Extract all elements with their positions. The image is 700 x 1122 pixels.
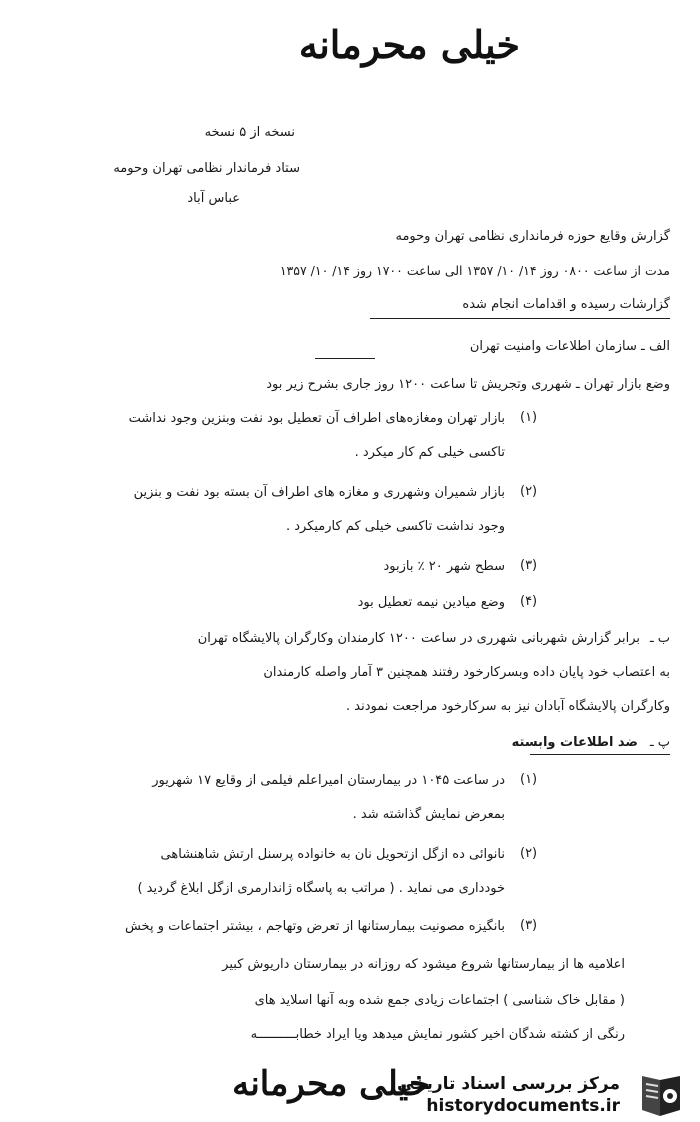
section-a-underline [315,358,375,359]
section-a-heading: الف ـ سازمان اطلاعات وامنیت تهران [469,339,670,354]
item-a4-line1: وضع میادین نیمه تعطیل بود [357,595,505,610]
archive-watermark [397,1068,700,1122]
report-period: مدت از ساعت ۰۸۰۰ روز ۱۴/ ۱۰/ ۱۳۵۷ الی ساعت ۱۷۰۰ روز ۱۴/ ۱۰/ ۱۳۵۷ [279,263,670,278]
item-c3-line3: ( مقابل خاک شناسی ) اجتماعات زیادی جمع شده وبه آنها اسلاید های [254,993,625,1008]
watermark-url: historydocuments.ir [426,1096,620,1116]
item-c3-line1: بانگیزه مصونیت بیمارستانها از تعرض وتهاجم ، بیشتر اجتماعات و پخش [124,919,505,934]
section-b-line2: به اعتصاب خود پایان داده وبسرکارخود رفتند همچنین ۳ آمار واصله کارمندان [263,665,670,680]
item-c1-line2: بمعرض نمایش گذاشته شد . [352,807,505,822]
section-b-line1: برابر گزارش شهربانی شهرری در ساعت ۱۲۰۰ کارمندان وکارگران پالایشگاه تهران [197,631,640,646]
item-c2-line2: خودداری می نماید . ( مراتب به پاسگاه ژاندارمری ازگل ابلاغ گردید ) [137,881,505,896]
item-a4-number: (۴) [520,594,538,609]
copy-number: نسخه از ۵ نسخه [204,125,295,140]
recipient-line-2: عباس آباد [187,191,240,206]
archive-book-icon [634,1074,686,1118]
item-a2-line2: وجود نداشت تاکسی خیلی کم کارمیکرد . [285,519,505,534]
item-a1-number: (۱) [520,410,538,425]
item-a3-line1: سطح شهر ۲۰ ٪ بازبود [383,559,505,574]
item-c1-number: (۱) [520,772,538,787]
section-c-label: پ ـ [649,735,670,750]
item-c3-number: (۳) [520,918,538,933]
item-a2-number: (۲) [520,484,538,499]
item-c3-line2: اعلامیه ها از بیمارستانها شروع میشود که روزانه در بیمارستان داریوش کبیر [222,957,625,972]
section-b-line3: وکارگران پالایشگاه آبادان نیز به سرکارخود مراجعت نمودند . [346,699,670,714]
item-c1-line1: در ساعت ۱۰۴۵ در بیمارستان امیراعلم فیلمی از وقایع ۱۷ شهریور [152,773,505,788]
section-b-label: ب ـ [649,631,670,646]
item-c3-line4: رنگی از کشته شدگان اخیر کشور نمایش میدهد ویا ایراد خطابــــــــــه [250,1027,625,1042]
recipient-line-1: ستاد فرماندار نظامی تهران وحومه [113,161,300,176]
item-c2-number: (۲) [520,846,538,861]
item-a3-number: (۳) [520,558,538,573]
bottom-classification-stamp: خیلی محرمانه [232,1064,430,1104]
report-subtitle: گزارشات رسیده و اقدامات انجام شده [462,297,670,312]
watermark-persian: مرکز بررسی اسناد تاریخی [397,1074,620,1094]
section-a-intro: وضع بازار تهران ـ شهرری وتجریش تا ساعت ۱۲۰۰ روز جاری بشرح زیر بود [266,377,670,392]
section-c-underline [530,754,670,755]
item-a1-line1: بازار تهران ومغازه‌های اطراف آن تعطیل بود نفت وبنزین وجود نداشت [128,411,505,426]
item-a2-line1: بازار شمیران وشهرری و مغازه های اطراف آن بسته بود نفت و بنزین [133,485,505,500]
report-title: گزارش وقایع حوزه فرمانداری نظامی تهران وحومه [395,229,670,244]
item-c2-line1: نانوائی ده ازگل ازتحویل نان به خانواده پرسنل ارتش شاهنشاهی [160,847,505,862]
section-c-heading: ضد اطلاعات وابسته [511,735,638,750]
top-classification-stamp: خیلی محرمانه [298,22,520,67]
subtitle-underline [370,318,670,319]
item-a1-line2: تاکسی خیلی کم کار میکرد . [354,445,505,460]
